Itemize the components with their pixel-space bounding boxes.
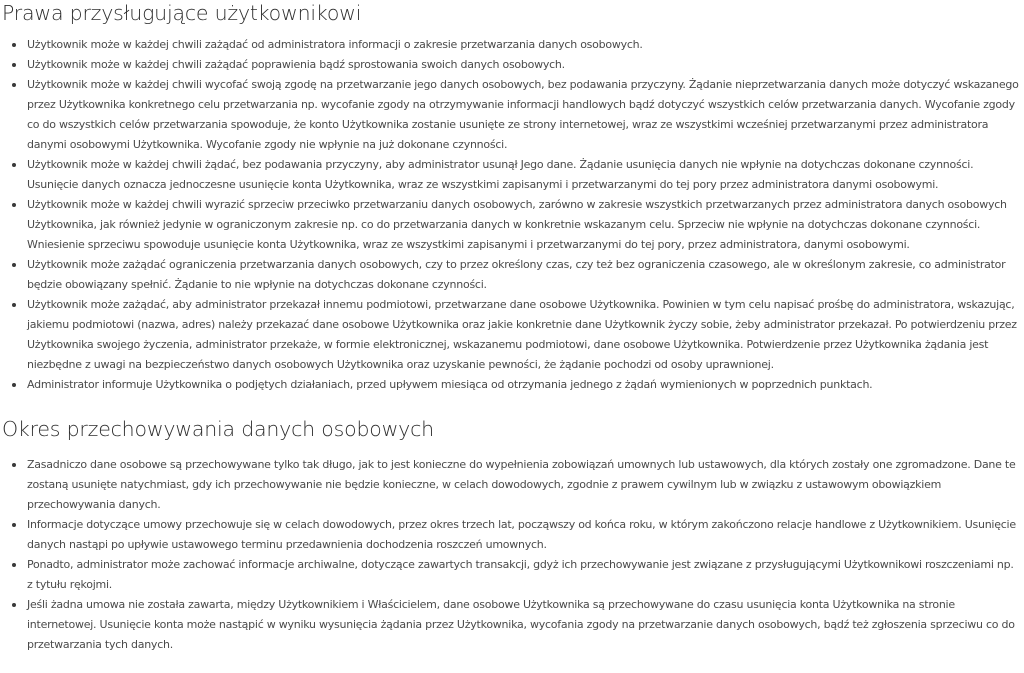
list-item-text: Zasadniczo dane osobowe są przechowywane tylko tak długo, jak to jest konieczne do wypełnienia zobowiązań umownych lub ustawowych, dla których zostały one zgromadzone. Dane te zostaną usunięte natychmiast, gdy ich przechowywanie nie będzie konieczne, w celach dowodowych, zgodnie z prawem cywilnym lub w związku z ustawowym obowiązkiem przechowywania danych. <box>27 458 1016 511</box>
list-item <box>27 35 1024 55</box>
section-heading-user-rights: Prawa przysługujące użytkownikowi <box>2 1 362 25</box>
list-item-text: Jeśli żadna umowa nie została zawarta, między Użytkownikiem i Właścicielem, dane osobowe Użytkownika są przechowywane do czasu usunięcia konta Użytkownika na stronie internetowej. Usunięcie konta może nastąpić w wyniku wysunięcia żądania przez Użytkownika, wycofania zgody na przetwarzanie danych osobowych, bądź też zgłoszenia sprzeciwu co do przetwarzania tych danych. <box>27 598 1015 651</box>
list-item <box>27 195 1024 255</box>
list-item <box>27 295 1024 375</box>
list-item <box>27 555 1024 595</box>
list-item-text: Administrator informuje Użytkownika o podjętych działaniach, przed upływem miesiąca od otrzymania jednego z żądań wymienionych w poprzednich punktach. <box>27 378 873 391</box>
list-item-text: Użytkownik może zażądać ograniczenia przetwarzania danych osobowych, czy to przez określony czas, czy też bez ograniczenia czasowego, ale w określonym zakresie, co administrator będzie obowiązany spełnić. Żądanie to nie wpłynie na dotychczas dokonane czynności. <box>27 258 1006 291</box>
list-item <box>27 455 1024 515</box>
bullet-icon <box>12 43 16 47</box>
list-item <box>27 75 1024 155</box>
list-item <box>27 375 1024 395</box>
list-item-text: Użytkownik może w każdej chwili wyrazić sprzeciw przeciwko przetwarzaniu danych osobowych, zarówno w zakresie wszystkich przetwarzanych przez administratora danych osobowych Użytkownika, jak również jedynie w ograniczonym zakresie np. co do przetwarzania danych w konkretnie wskazanym celu. Sprzeciw nie wpłynie na dotychczas dokonane czynności. Wniesienie sprzeciwu spowoduje usunięcie konta Użytkownika, wraz ze wszystkimi zapisanymi i przetwarzanymi do tej pory, przez administratora, danymi osobowymi. <box>27 198 1007 251</box>
bullet-icon <box>12 263 16 267</box>
list-item-text: Użytkownik może w każdej chwili wycofać swoją zgodę na przetwarzanie jego danych osobowych, bez podawania przyczyny. Żądanie nieprzetwarzania danych może dotyczyć wskazanego przez Użytkownika konkretnego celu przetwarzania np. wycofanie zgody na otrzymywanie informacji handlowych bądź dotyczyć wszystkich celów przetwarzania danych. Wycofanie zgody co do wszystkich celów przetwarzania spowoduje, że konto Użytkownika zostanie usunięte ze strony internetowej, wraz ze wszystkimi wcześniej przetwarzanymi przez administratora danymi osobowymi Użytkownika. Wycofanie zgody nie wpłynie na już dokonane czynności. <box>27 78 1019 151</box>
list-item-text: Informacje dotyczące umowy przechowuje się w celach dowodowych, przez okres trzech lat, począwszy od końca roku, w którym zakończono relacje handlowe z Użytkownikiem. Usunięcie danych nastąpi po upływie ustawowego terminu przedawnienia dochodzenia roszczeń umownych. <box>27 518 1016 551</box>
user-rights-list <box>2 35 1024 395</box>
bullet-icon <box>12 83 16 87</box>
list-item-text: Użytkownik może w każdej chwili zażądać od administratora informacji o zakresie przetwarzania danych osobowych. <box>27 38 643 51</box>
bullet-icon <box>12 203 16 207</box>
list-item <box>27 515 1024 555</box>
bullet-icon <box>12 163 16 167</box>
section-heading-retention-period: Okres przechowywania danych osobowych <box>2 417 434 441</box>
list-item <box>27 55 1024 75</box>
list-item <box>27 595 1024 655</box>
bullet-icon <box>12 63 16 67</box>
bullet-icon <box>12 463 16 467</box>
bullet-icon <box>12 563 16 567</box>
retention-period-list <box>2 455 1024 655</box>
bullet-icon <box>12 383 16 387</box>
list-item <box>27 155 1024 195</box>
bullet-icon <box>12 523 16 527</box>
bullet-icon <box>12 303 16 307</box>
list-item-text: Użytkownik może w każdej chwili zażądać poprawienia bądź sprostowania swoich danych osobowych. <box>27 58 565 71</box>
list-item-text: Użytkownik może zażądać, aby administrator przekazał innemu podmiotowi, przetwarzane dane osobowe Użytkownika. Powinien w tym celu napisać prośbę do administratora, wskazując, jakiemu podmiotowi (nazwa, adres) należy przekazać dane osobowe Użytkownika oraz jakie konkretnie dane Użytkownik życzy sobie, żeby administrator przekazał. Po potwierdzeniu przez Użytkownika swojego życzenia, administrator przekaże, w formie elektronicznej, wskazanemu podmiotowi, dane osobowe Użytkownika. Potwierdzenie przez Użytkownika żądania jest niezbędne z uwagi na bezpieczeństwo danych osobowych Użytkownika oraz uzyskanie pewności, że żądanie pochodzi od osoby uprawnionej. <box>27 298 1017 371</box>
bullet-icon <box>12 603 16 607</box>
list-item-text: Ponadto, administrator może zachować informacje archiwalne, dotyczące zawartych transakcji, gdyż ich przechowywanie jest związane z przysługującymi Użytkownikowi roszczeniami np. z tytułu rękojmi. <box>27 558 1014 591</box>
list-item <box>27 255 1024 295</box>
list-item-text: Użytkownik może w każdej chwili żądać, bez podawania przyczyny, aby administrator usunął Jego dane. Żądanie usunięcia danych nie wpłynie na dotychczas dokonane czynności. Usunięcie danych oznacza jednoczesne usunięcie konta Użytkownika, wraz ze wszystkimi zapisanymi i przetwarzanymi do tej pory przez administratora danymi osobowymi. <box>27 158 974 191</box>
